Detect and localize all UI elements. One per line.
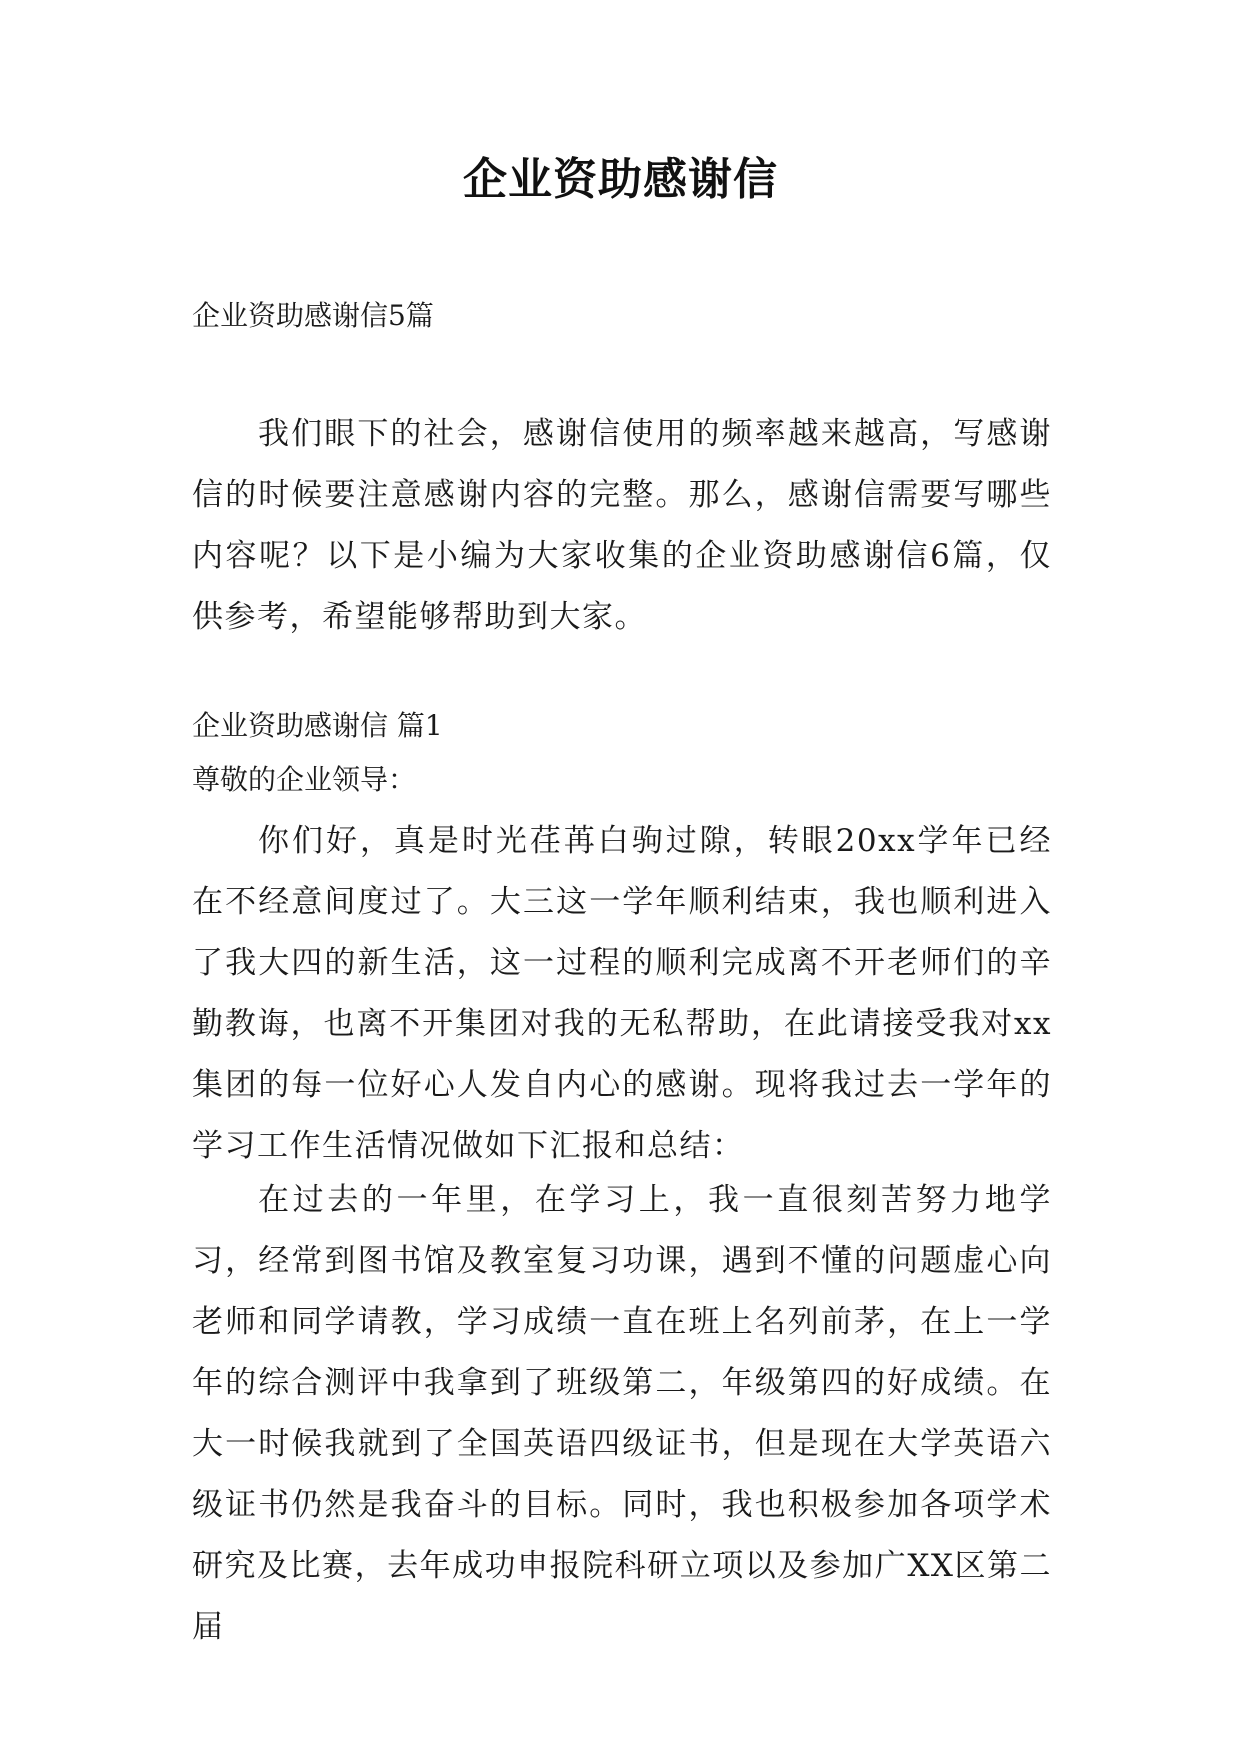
section-heading: 企业资助感谢信 篇1 [192,709,443,742]
document-title: 企业资助感谢信 [463,154,778,205]
letter-salutation: 尊敬的企业领导： [192,763,417,796]
document-subtitle: 企业资助感谢信5篇 [192,299,434,332]
body-paragraph: 你们好，真是时光荏苒白驹过隙，转眼20xx学年已经在不经意间度过了。大三这一学年顺利结束，我也顺利进入了我大四的新生活，这一过程的顺利完成离不开老师们的辛勤教诲，也离不开集团对我的无私帮助，在此请接受我对xx集团的每一位好心人发自内心的感谢。现将我过去一学年的学习工作生活情况做如下汇报和总结： [192,823,1052,1164]
intro-paragraph: 我们眼下的社会，感谢信使用的频率越来越高，写感谢信的时候要注意感谢内容的完整。那么，感谢信需要写哪些内容呢？以下是小编为大家收集的企业资助感谢信6篇，仅供参考，希望能够帮助到大家。 [192,416,1052,635]
body-paragraph: 在过去的一年里，在学习上，我一直很刻苦努力地学习，经常到图书馆及教室复习功课，遇到不懂的问题虚心向老师和同学请教，学习成绩一直在班上名列前茅，在上一学年的综合测评中我拿到了班级第二，年级第四的好成绩。在大一时候我就到了全国英语四级证书，但是现在大学英语六级证书仍然是我奋斗的目标。同时，我也积极参加各项学术研究及比赛，去年成功申报院科研立项以及参加广XX区第二届 [192,1182,1052,1645]
